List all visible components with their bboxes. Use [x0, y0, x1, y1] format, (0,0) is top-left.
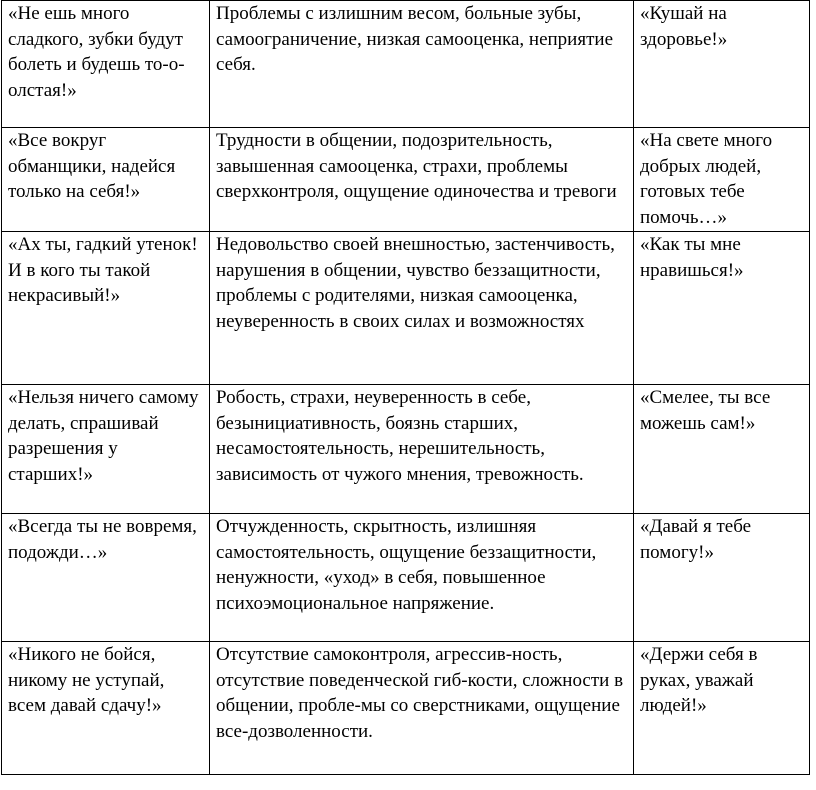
table-row: [2, 514, 810, 642]
phrases-table: [1, 0, 810, 775]
alternative-cell: «Кушай на здоровье!»: [634, 1, 810, 128]
phrase-cell: «Всегда ты не вовремя, подожди…»: [2, 514, 210, 642]
phrase-cell: «Не ешь много сладкого, зубки будут болеть и будешь то-о-олстая!»: [2, 1, 210, 128]
consequences-cell: Трудности в общении, подозрительность, завышенная самооценка, страхи, проблемы сверхконтроля, ощущение одиночества и тревоги: [210, 128, 634, 232]
phrase-cell: «Нельзя ничего самому делать, спрашивай разрешения у старших!»: [2, 385, 210, 514]
phrase-cell: «Все вокруг обманщики, надейся только на себя!»: [2, 128, 210, 232]
alternative-cell: «Смелее, ты все можешь сам!»: [634, 385, 810, 514]
alternative-cell: «На свете много добрых людей, готовых тебе помочь…»: [634, 128, 810, 232]
table-row: [2, 642, 810, 775]
phrase-cell: «Никого не бойся, никому не уступай, всем давай сдачу!»: [2, 642, 210, 775]
alternative-cell: «Как ты мне нравишься!»: [634, 232, 810, 385]
alternative-cell: «Давай я тебе помогу!»: [634, 514, 810, 642]
table-row: [2, 385, 810, 514]
consequences-cell: Отсутствие самоконтроля, агрессив-ность, отсутствие поведенческой гиб-кости, сложности в общении, пробле-мы со сверстниками, ощущение все-дозволенности.: [210, 642, 634, 775]
alternative-cell: «Держи себя в руках, уважай людей!»: [634, 642, 810, 775]
table-row: [2, 1, 810, 128]
table-row: [2, 128, 810, 232]
consequences-cell: Проблемы с излишним весом, больные зубы, самоограничение, низкая самооценка, неприятие себя.: [210, 1, 634, 128]
consequences-cell: Робость, страхи, неуверенность в себе, безынициативность, боязнь старших, несамостоятельность, нерешительность, зависимость от чужого мнения, тревожность.: [210, 385, 634, 514]
phrase-cell: «Ах ты, гадкий утенок! И в кого ты такой некрасивый!»: [2, 232, 210, 385]
table-row: [2, 232, 810, 385]
consequences-cell: Недовольство своей внешностью, застенчивость, нарушения в общении, чувство беззащитности, проблемы с родителями, низкая самооценка, неуверенность в своих силах и возможностях: [210, 232, 634, 385]
consequences-cell: Отчужденность, скрытность, излишняя самостоятельность, ощущение беззащитности, ненужности, «уход» в себя, повышенное психоэмоциональное напряжение.: [210, 514, 634, 642]
